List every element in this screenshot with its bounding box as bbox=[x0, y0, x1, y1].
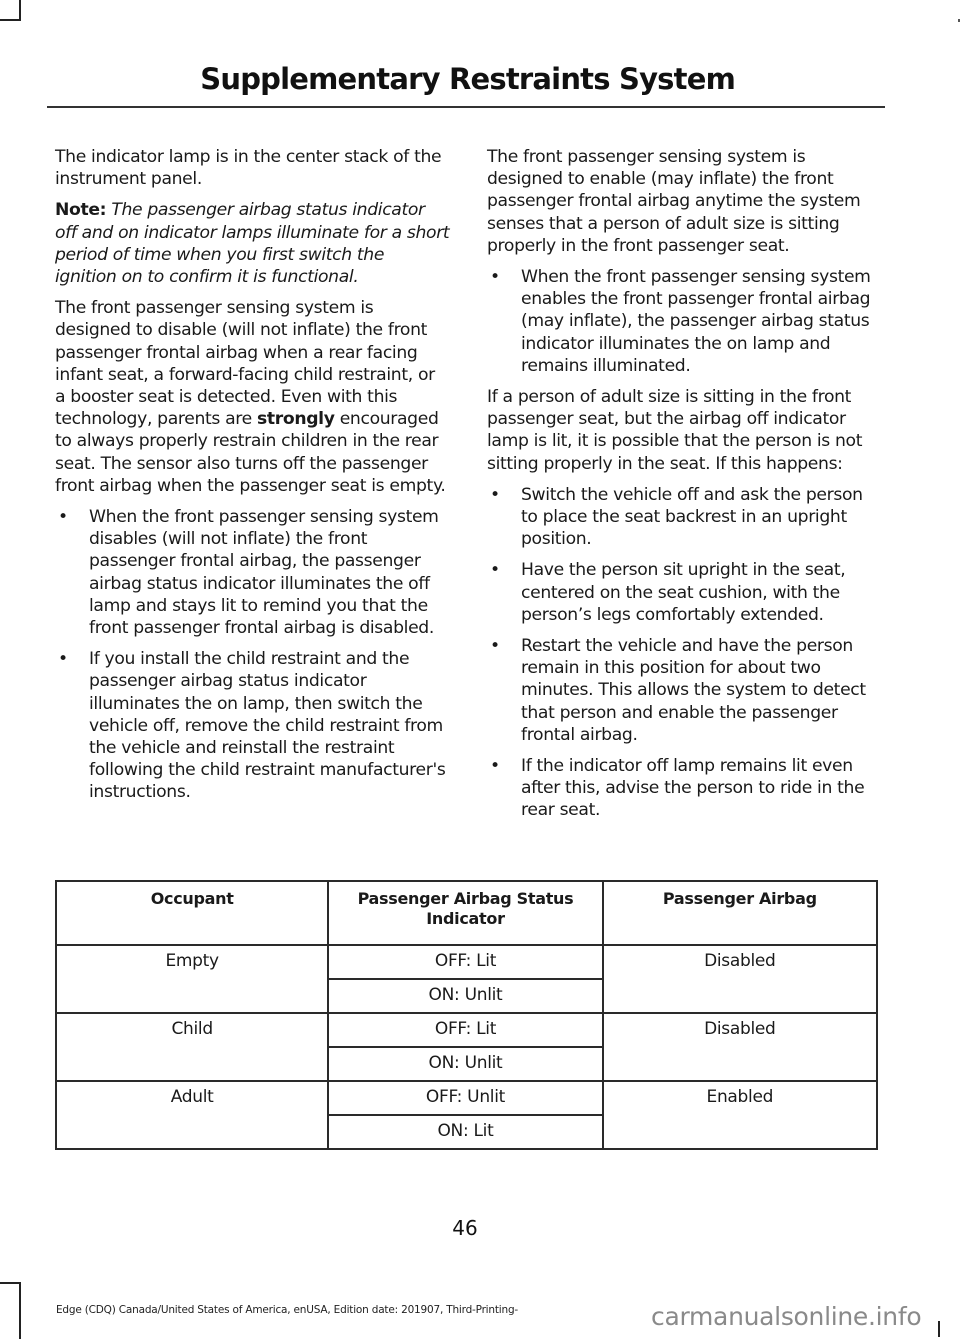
page-title: Supplementary Restraints System bbox=[200, 62, 735, 96]
list-item-text: If you install the child restraint and the passenger airbag status indicator illuminates the on lamp, then switch the vehicle off, remove the child restraint from the vehicle and reinstall the restraint following the child restraint manufacturer's instructions. bbox=[89, 649, 446, 803]
paragraph-text: The front passenger sensing system is designed to disable (will not inflate) the front passenger frontal airbag when a rear facing infant seat, a forward-facing child restraint, or a booster seat is detected. Even with this technology, parents are bbox=[55, 298, 435, 430]
note-paragraph bbox=[55, 199, 450, 288]
right-column bbox=[487, 146, 883, 831]
airbag-status-table bbox=[55, 880, 878, 1150]
bullet-icon: • bbox=[58, 507, 68, 528]
list-item-text: If the indicator off lamp remains lit even after this, advise the person to ride in the rear seat. bbox=[521, 756, 865, 821]
table-row bbox=[56, 1013, 877, 1047]
left-column bbox=[55, 146, 450, 813]
note-label: Note: bbox=[55, 200, 107, 221]
table-header-row bbox=[56, 881, 877, 945]
crop-mark-bottom-right bbox=[938, 1321, 940, 1337]
bullet-icon: • bbox=[490, 267, 500, 288]
airbag-cell: Disabled bbox=[603, 945, 877, 1013]
list-item bbox=[487, 266, 883, 377]
bullet-icon: • bbox=[58, 649, 68, 670]
list-item-text: Have the person sit upright in the seat, centered on the seat cushion, with the person’s legs comfortably extended. bbox=[521, 560, 846, 625]
list-item-text: When the front passenger sensing system enables the front passenger frontal airbag (may inflate), the passenger airbag status indicator illuminates the on lamp and remains illuminated. bbox=[521, 267, 871, 376]
column-header-airbag: Passenger Airbag bbox=[603, 881, 877, 945]
bullet-icon: • bbox=[490, 560, 500, 581]
indicator-cell: OFF: Lit bbox=[328, 945, 602, 979]
occupant-cell: Child bbox=[56, 1013, 328, 1081]
bullet-icon: • bbox=[490, 636, 500, 657]
table-row bbox=[56, 1081, 877, 1115]
header-divider bbox=[47, 106, 885, 108]
bullet-icon: • bbox=[490, 756, 500, 777]
list-item bbox=[487, 559, 883, 626]
paragraph-enable-system: The front passenger sensing system is designed to enable (may inflate) the front passenger frontal airbag anytime the system senses that a person of adult size is sitting properly in the front passenger seat. bbox=[487, 147, 861, 256]
occupant-cell: Adult bbox=[56, 1081, 328, 1149]
list-item-text: When the front passenger sensing system disables (will not inflate) the front passenger frontal airbag, the passenger airbag status indicator illuminates the off lamp and stays lit to remind you that the front passenger frontal airbag is disabled. bbox=[89, 507, 439, 639]
paragraph-disable-system bbox=[55, 297, 450, 497]
table-row bbox=[56, 945, 877, 979]
list-item-text: Restart the vehicle and have the person remain in this position for about two minutes. This allows the system to detect that person and enable the passenger frontal airbag. bbox=[521, 636, 866, 745]
list-item bbox=[487, 484, 883, 551]
crop-mark-top-left bbox=[0, 0, 21, 21]
indicator-cell: ON: Unlit bbox=[328, 1047, 602, 1081]
indicator-cell: ON: Unlit bbox=[328, 979, 602, 1013]
paragraph-adult-off-lamp: If a person of adult size is sitting in the front passenger seat, but the airbag off indicator lamp is lit, it is possible that the person is not sitting properly in the seat. If this happens: bbox=[487, 387, 863, 474]
airbag-cell: Enabled bbox=[603, 1081, 877, 1149]
paragraph-text: encouraged to always properly restrain children in the rear seat. The sensor also turns off the passenger front airbag when the passenger seat is empty. bbox=[55, 409, 446, 496]
airbag-cell: Disabled bbox=[603, 1013, 877, 1081]
indicator-cell: OFF: Lit bbox=[328, 1013, 602, 1047]
list-item bbox=[55, 506, 450, 639]
indicator-cell: OFF: Unlit bbox=[328, 1081, 602, 1115]
emphasis-strongly: strongly bbox=[257, 409, 335, 430]
column-header-occupant: Occupant bbox=[56, 881, 328, 945]
edition-footer: Edge (CDQ) Canada/United States of America, enUSA, Edition date: 201907, Third-Printing- bbox=[56, 1304, 518, 1316]
paragraph-indicator-location: The indicator lamp is in the center stack of the instrument panel. bbox=[55, 147, 442, 190]
list-item bbox=[487, 755, 883, 822]
column-header-indicator: Passenger Airbag Status Indicator bbox=[328, 881, 602, 945]
watermark: carmanualsonline.info bbox=[651, 1302, 922, 1331]
page-number: 46 bbox=[452, 1216, 478, 1240]
list-item bbox=[487, 635, 883, 746]
indicator-cell: ON: Lit bbox=[328, 1115, 602, 1149]
bullet-icon: • bbox=[490, 484, 500, 505]
note-body: The passenger airbag status indicator off and on indicator lamps illuminate for a short period of time when you first switch the ignition on to confirm it is functional. bbox=[55, 200, 450, 288]
list-item bbox=[55, 648, 450, 803]
occupant-cell: Empty bbox=[56, 945, 328, 1013]
crop-mark-bottom-left bbox=[0, 1282, 21, 1339]
list-item-text: Switch the vehicle off and ask the person to place the seat backrest in an upright position. bbox=[521, 484, 863, 550]
